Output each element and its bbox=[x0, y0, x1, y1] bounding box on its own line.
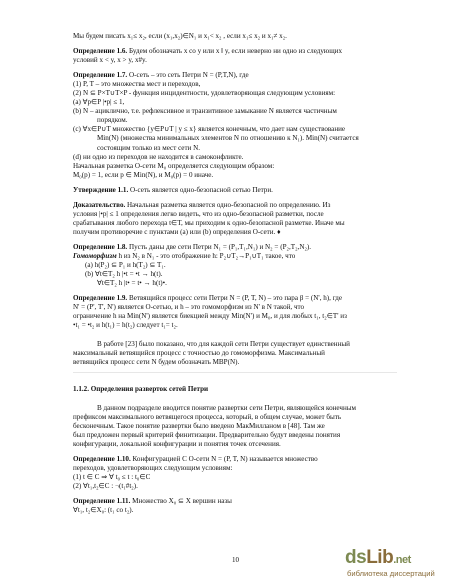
watermark-logo-lib: Lib bbox=[366, 547, 394, 568]
text-line: (1) P, T – это множества мест и переходов, bbox=[73, 80, 201, 89]
divider bbox=[73, 372, 397, 373]
text-line: ограничение h на Min(N') является биекцией между Min(N') и M₀, и для любых t₁, t₂∈T' из bbox=[73, 312, 347, 321]
text-line: В работе [23] было показано, что для каждой сети Петри существует единственный bbox=[97, 340, 350, 349]
proof-text: Начальная разметка является одно-безопасной по определению. Из bbox=[125, 200, 331, 209]
definition-1-11 bbox=[73, 497, 397, 506]
text-line: условия |•p| ≤ 1 определения легко видеть, что из одно-безопасной разметки, после bbox=[73, 209, 324, 218]
statement-title: Утверждение 1.1. bbox=[73, 185, 129, 194]
text-line: (2) N ⊆ P×T∪T×P - функция инцидентности, удовлетворяющая следующим условиям: bbox=[73, 89, 336, 98]
definition-text: Пусть даны две сети Петри N₁ = (P₁,T₁,N₁) и N₂ = (P₂,T₂,N₂). bbox=[127, 242, 312, 251]
text-line: N' = (P', T', N') является О-сетью, и h – это гомоморфизм из N' в N такой, что bbox=[73, 303, 305, 312]
text-line: переходов, удовлетворяющих следующим условиям: bbox=[73, 463, 233, 472]
text-line: В данном подразделе вводится понятие развертки сети Петри, являющейся конечным bbox=[97, 403, 357, 412]
text-line bbox=[73, 252, 397, 261]
text-line: Мы будем писать x₁≤ x₂, если (x₁,x₂)∈N₁ и x₁< x₂ , если x₁≤ x₂ и x₁≠ x₂. bbox=[73, 32, 287, 40]
text-line: условий x < y, x > y, x#y. bbox=[73, 56, 147, 65]
definition-text: Ветвящийся процесс сети Петри N = (P, T, N) – это пара β = (N', h), где bbox=[127, 294, 343, 303]
definition-title: Определение 1.7. bbox=[73, 71, 128, 80]
text-line: ∀t₁, t₂∈X₀: (t₁ co t₂). bbox=[73, 506, 134, 515]
proof bbox=[73, 201, 397, 210]
definition-title: Определение 1.10. bbox=[73, 454, 131, 463]
definition-text: Будем обозначать x co y или x ǁ y, если неверно ни одно из следующих bbox=[127, 47, 343, 56]
text-line: Min(N) (множества минимальных элементов N по отношению к N₁). Min(N) считается bbox=[97, 134, 359, 143]
text-line: состоящим только из мест сети N. bbox=[97, 143, 201, 152]
definition-title: Определение 1.11. bbox=[73, 496, 131, 505]
text-line: (a) h(P₂) ⊆ P₁ и h(T₂) ⊆ T₁. bbox=[85, 261, 166, 270]
definition-1-7 bbox=[73, 71, 397, 80]
definition-1-8 bbox=[73, 243, 397, 252]
text-line: срабатывания любого перехода t∈T, мы приходим к одно-безопасной разметке. Иначе мы bbox=[73, 218, 345, 227]
text-line: (c) ∀x∈P∪T множество {y∈P∪T | y ≤ x} является конечным, что дает нам существование bbox=[73, 125, 346, 134]
text-line: был предложен первый критерий финитизации. Предварительно будут введены понятия bbox=[73, 430, 341, 439]
text-line: (2) ∀t₁,t₂∈C : ¬(t₁#t₂). bbox=[73, 481, 138, 490]
text-line: (a) ∀p∈P |•p| ≤ 1, bbox=[73, 98, 125, 107]
text-line: Начальная разметка О-сети M₀ определяется следующим образом: bbox=[73, 161, 275, 170]
watermark-logo-ds: ds bbox=[345, 547, 367, 568]
definition-title: Определение 1.6. bbox=[73, 47, 128, 56]
watermark-logo-tld: .net bbox=[393, 554, 411, 566]
definition-title: Определение 1.8. bbox=[73, 242, 128, 251]
watermark-subtitle: библиотека диссертаций bbox=[347, 569, 435, 578]
text-line: ∀t∈T₂ h |t• = t• → h(t)•. bbox=[97, 279, 167, 288]
definition-1-10 bbox=[73, 455, 397, 464]
text-line: (1) t ∈ C ⇒ ∀ t₀ ≤ t : t₀∈C bbox=[73, 472, 151, 481]
term: Гомоморфизм bbox=[73, 251, 117, 260]
definition-1-6 bbox=[73, 47, 397, 56]
text-line: M₀(p) = 1, если p ∈ Min(N), и M₀(p) = 0 иначе. bbox=[73, 170, 214, 179]
proof-title: Доказательство. bbox=[73, 200, 126, 209]
text-line: ветвящийся процесс сети N будем обозначать MBP(N). bbox=[73, 358, 240, 367]
text-line: (b) N – ацикличнo, т.е. рефлексивное и транзитивное замыкание N является частичным bbox=[73, 107, 337, 116]
statement-text: О-сеть является одно-безопасной сетью Петри. bbox=[128, 185, 273, 194]
text-line: максимальный ветвящийся процесс с точностью до гомоморфизма. Максимальный bbox=[73, 349, 325, 358]
definition-text: О-сеть – это сеть Петри N = (P,T,N), где bbox=[127, 71, 249, 80]
definition-text: Множество X₀ ⊆ X вершин назы bbox=[130, 496, 232, 505]
watermark-logo bbox=[345, 547, 411, 569]
text-line: получим противоречие с пунктами (a) или (b) определения О-сети. ♦ bbox=[73, 227, 281, 236]
text-line: порядком. bbox=[97, 116, 128, 125]
text-line: префиксом максимального ветвящегося процесса, который, в общем случае, может быть bbox=[73, 412, 342, 421]
definition-1-9 bbox=[73, 294, 397, 303]
watermark[interactable] bbox=[345, 547, 450, 581]
definition-text: Конфигурацией С О-сети N = (P, T, N) называется множество bbox=[130, 454, 318, 463]
text-line: конфигурации, локальной конфигурации и понятия точек отсечения. bbox=[73, 439, 281, 448]
text-line: (d) ни одно из переходов не находится в самоконфликте. bbox=[73, 152, 244, 161]
page-body bbox=[73, 32, 397, 515]
definition-text: h из N₂ в N₁ - это отображение h: P₂∪T₂→P₁∪T₁ такое, что bbox=[116, 251, 296, 260]
statement-1-1 bbox=[73, 186, 397, 195]
definition-title: Определение 1.9. bbox=[73, 294, 128, 303]
text-line: бесконечным. Такое понятие развертки было введено МакМилланом в [48]. Там же bbox=[73, 421, 325, 430]
page-number: 10 bbox=[232, 556, 239, 564]
text-line: (b) ∀t∈T₂ h |•t = •t → h(t). bbox=[85, 270, 163, 279]
text-line: •t₁ = •t₂ и h(t₁) = h(t₂) следует t₁= t₂. bbox=[73, 321, 178, 330]
section-heading: 1.1.2. Определения разверток сетей Петри bbox=[73, 384, 209, 393]
